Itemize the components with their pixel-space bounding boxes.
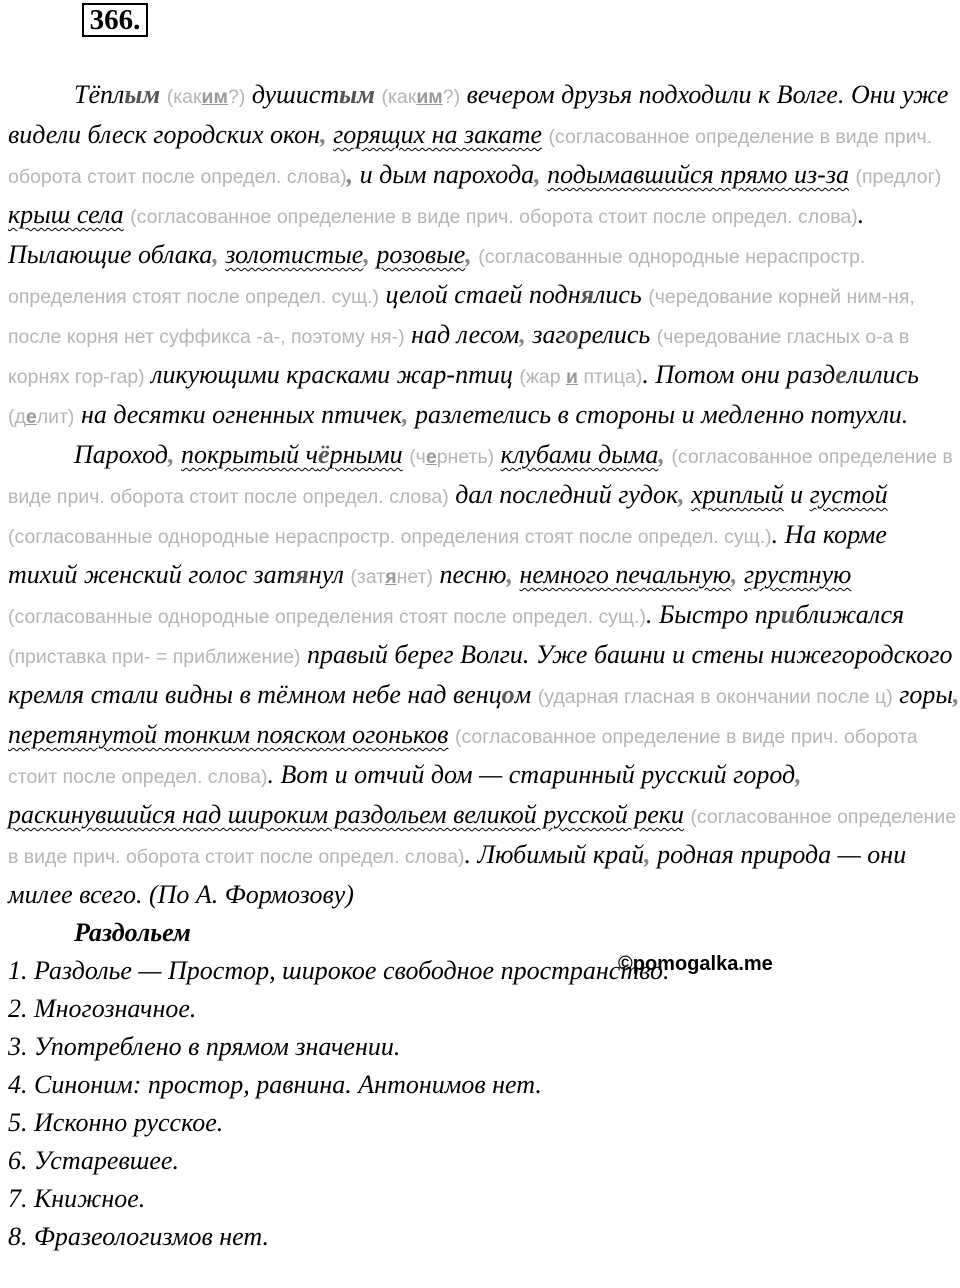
participle-phrase: перетянутой тонким пояском огоньков xyxy=(8,720,449,749)
list-item: 4. Синоним: простор, равнина. Антонимов нет. xyxy=(8,1070,542,1099)
list-item: 2. Многозначное. xyxy=(8,994,197,1023)
text: . Любимый край xyxy=(464,840,645,869)
text: . На корме тихий женский голос зат xyxy=(8,520,887,589)
comment: (приставка при- = приближение) xyxy=(8,646,301,668)
text: Пылающие облака xyxy=(8,240,213,269)
exercise-number: 366. xyxy=(82,3,148,37)
comment: (чернеть) xyxy=(409,446,495,468)
comment: (предлог) xyxy=(855,166,942,188)
definition: хриплый xyxy=(691,480,784,509)
comma: , xyxy=(730,560,738,589)
text: горы xyxy=(899,680,953,709)
comment: (согласованные однородные определения стоят после определ. сущ.) xyxy=(8,606,646,628)
comment: (жар и птица) xyxy=(519,366,643,388)
text: родная природа — они милее всего. (По А. Формозову) xyxy=(8,840,907,909)
text: вечером друзья подходили к Волге. Они уже видели блеск городских окон xyxy=(8,80,949,149)
comment: (затянет) xyxy=(350,566,433,588)
definition: розовые xyxy=(376,240,466,269)
text: ликующими красками жар-птиц xyxy=(151,360,513,389)
text: релись xyxy=(578,320,651,349)
list-item: 8. Фразеологизмов нет. xyxy=(8,1222,269,1251)
comment: (делит) xyxy=(8,406,75,428)
analysis-list xyxy=(8,952,960,1256)
comma: , xyxy=(212,240,219,269)
highlight: я xyxy=(580,280,595,309)
text: разлетелись в стороны и медленно потухли. xyxy=(414,400,909,429)
participle-phrase: покрытый чёрными xyxy=(180,440,403,469)
text: . Быстро пр xyxy=(645,600,781,629)
comma: , xyxy=(678,480,685,509)
list-item: 1. Раздолье — Простор, широкое свободное пространство. xyxy=(8,956,670,985)
comma: , xyxy=(519,320,526,349)
paragraph-2 xyxy=(8,436,960,914)
comment: (каким?) xyxy=(381,86,461,108)
text: заг xyxy=(532,320,566,349)
highlight: о xyxy=(565,320,579,349)
highlight: ым xyxy=(339,80,375,109)
word-title: Раздольем xyxy=(74,918,191,947)
comma: , xyxy=(363,240,370,269)
participle-phrase: крыш села xyxy=(8,200,124,229)
comma: , xyxy=(534,160,541,189)
text: целой стаей подн xyxy=(385,280,581,309)
text: Тёпл xyxy=(74,80,125,109)
list-item: 5. Исконно русское. xyxy=(8,1108,224,1137)
comma: , xyxy=(320,120,327,149)
text: . Потом они разд xyxy=(642,360,836,389)
highlight: е xyxy=(835,360,847,389)
comma: , xyxy=(506,560,513,589)
text: на десятки огненных птичек xyxy=(80,400,402,429)
comment: (согласованное определение в виде прич. оборота стоит после определ. слова) xyxy=(8,446,953,508)
comment: (согласованное определение в виде прич. оборота стоит после определ. слова) xyxy=(8,126,933,188)
text: дал последний гудок xyxy=(455,480,679,509)
paragraph-1 xyxy=(8,76,960,436)
comment: (согласованные однородные нераспростр. определения стоят после определ. сущ.) xyxy=(8,246,866,308)
text: песню xyxy=(439,560,507,589)
definition: густой xyxy=(809,480,888,509)
comment: (ударная гласная в окончании после ц) xyxy=(537,686,893,708)
list-item: 6. Устаревшее. xyxy=(8,1146,179,1175)
text: Пароход xyxy=(74,440,168,469)
comma: , xyxy=(401,400,409,429)
comma: , xyxy=(952,680,960,709)
text: душист xyxy=(251,80,340,109)
highlight: и xyxy=(780,600,796,629)
text: . Вот и отчий дом — старинный русский город xyxy=(267,760,796,789)
text: и xyxy=(790,480,804,509)
comma: , xyxy=(346,160,360,189)
comment: (каким?) xyxy=(166,86,246,108)
comment: (согласованные однородные нераспростр. определения стоят после определ. сущ.) xyxy=(8,526,772,548)
text: ближался xyxy=(795,600,905,629)
comma: , xyxy=(167,440,175,469)
comma: , xyxy=(658,440,665,469)
text: лись xyxy=(594,280,642,309)
participle-phrase: горящих на закате xyxy=(333,120,543,149)
text: правый берег Волги. Уже башни и стены нижегородского кремля стали видны в тёмном небе над венц xyxy=(8,640,953,709)
definition: немного печальную xyxy=(519,560,731,589)
comma: , xyxy=(795,760,802,789)
list-item: 3. Употреблено в прямом значении. xyxy=(8,1032,401,1061)
definition: грустную xyxy=(743,560,852,589)
comment: (чередование гласных о-а в корнях гор-гар) xyxy=(8,326,910,388)
text: лились xyxy=(846,360,919,389)
list-item: 7. Книжное. xyxy=(8,1184,146,1213)
participle-phrase: подымавшийся прямо из-за xyxy=(547,160,849,189)
text: нул xyxy=(308,560,344,589)
definition: золотистые xyxy=(225,240,364,269)
highlight: ым xyxy=(124,80,161,109)
comment: (чередование корней ним-ня, после корня нет суффикса -а-, поэтому ня-) xyxy=(8,286,915,348)
participle-phrase: раскинувшийся над широким раздольем великой русской реки xyxy=(8,800,684,829)
exercise-body xyxy=(8,76,960,1256)
participle-phrase: клубами дыма xyxy=(500,440,659,469)
text: . xyxy=(857,200,865,229)
watermark-brand: ©pomogalka.me xyxy=(618,953,773,975)
comment: (согласованное определение в виде прич. оборота стоит после определ. слова) xyxy=(8,806,957,868)
comment: (согласованное определение в виде прич. оборота стоит после определ. слова) xyxy=(8,726,918,788)
comma: , xyxy=(644,840,651,869)
text: м xyxy=(514,680,532,709)
comment: (согласованное определение в виде прич. оборота стоит после определ. слова) xyxy=(130,206,858,228)
text: над лесом xyxy=(411,320,520,349)
highlight: я xyxy=(295,560,309,589)
highlight: о xyxy=(501,680,515,709)
comma: , xyxy=(465,240,472,269)
text: и дым парохода xyxy=(359,160,535,189)
